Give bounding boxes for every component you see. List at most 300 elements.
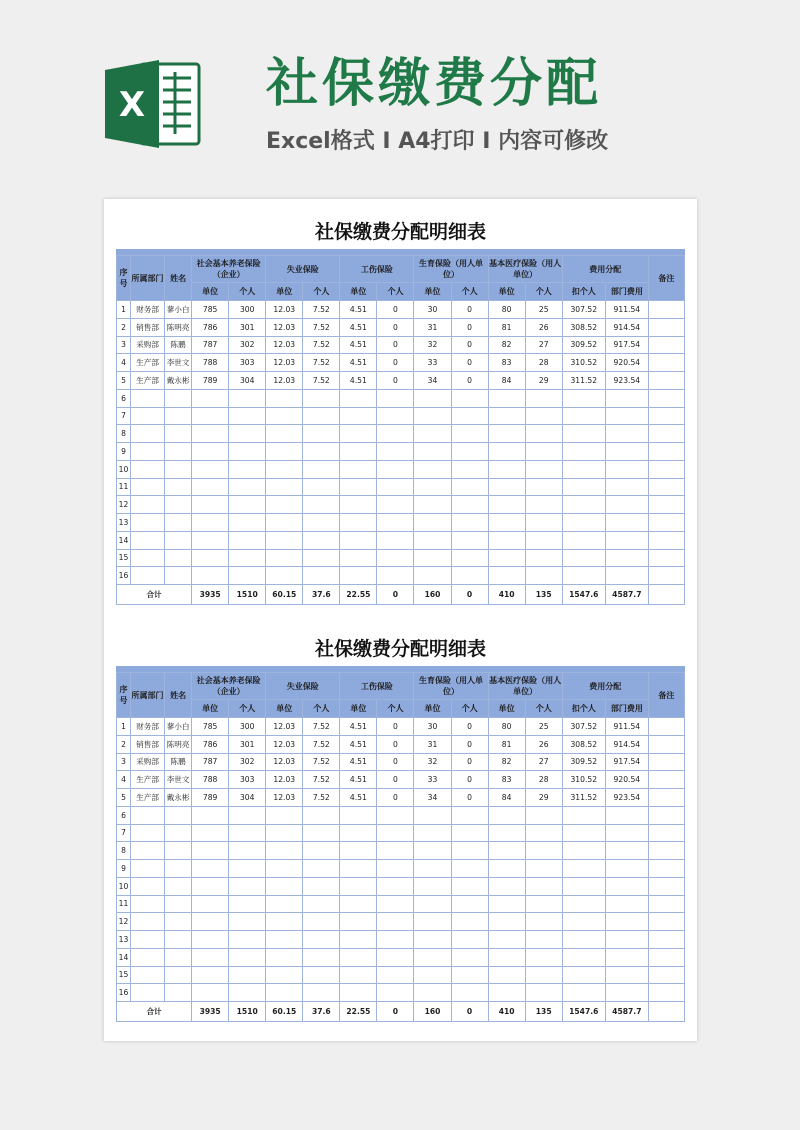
cell-m_p[interactable] — [451, 842, 488, 860]
cell-dept[interactable] — [131, 407, 165, 425]
cell-med_p[interactable] — [525, 460, 562, 478]
cell-u_p[interactable] — [303, 443, 340, 461]
cell-i_p[interactable] — [377, 931, 414, 949]
cell-med_u[interactable] — [488, 948, 525, 966]
cell-deduct[interactable]: 311.52 — [562, 789, 605, 807]
cell-m_p[interactable] — [451, 877, 488, 895]
cell-name[interactable]: 陈明亮 — [165, 318, 192, 336]
cell-p_u[interactable] — [192, 389, 229, 407]
cell-name[interactable] — [165, 966, 192, 984]
cell-name[interactable]: 戴永彬 — [165, 789, 192, 807]
cell-med_p[interactable] — [525, 478, 562, 496]
cell-name[interactable]: 蓼小白 — [165, 718, 192, 736]
cell-seq[interactable]: 5 — [117, 372, 131, 390]
cell-u_p[interactable] — [303, 984, 340, 1002]
cell-remark[interactable] — [648, 718, 684, 736]
cell-name[interactable] — [165, 842, 192, 860]
total-med_u[interactable]: 410 — [488, 585, 525, 605]
cell-remark[interactable] — [648, 389, 684, 407]
cell-p_p[interactable]: 300 — [229, 301, 266, 319]
cell-p_u[interactable]: 787 — [192, 336, 229, 354]
cell-dept[interactable] — [131, 460, 165, 478]
total-m_u[interactable]: 160 — [414, 1002, 451, 1022]
cell-i_p[interactable]: 0 — [377, 301, 414, 319]
cell-med_u[interactable]: 82 — [488, 336, 525, 354]
cell-u_u[interactable] — [266, 913, 303, 931]
cell-m_p[interactable] — [451, 549, 488, 567]
cell-remark[interactable] — [648, 531, 684, 549]
cell-dept[interactable] — [131, 443, 165, 461]
cell-u_u[interactable] — [266, 824, 303, 842]
cell-i_p[interactable] — [377, 948, 414, 966]
cell-p_u[interactable] — [192, 460, 229, 478]
cell-m_u[interactable] — [414, 913, 451, 931]
cell-deduct[interactable] — [562, 478, 605, 496]
cell-dept[interactable] — [131, 877, 165, 895]
cell-m_u[interactable] — [414, 531, 451, 549]
cell-u_p[interactable] — [303, 514, 340, 532]
cell-p_u[interactable]: 786 — [192, 318, 229, 336]
cell-seq[interactable]: 10 — [117, 460, 131, 478]
cell-name[interactable] — [165, 443, 192, 461]
cell-i_u[interactable] — [340, 567, 377, 585]
cell-cost[interactable]: 917.54 — [605, 336, 648, 354]
cell-p_p[interactable] — [229, 425, 266, 443]
cell-m_p[interactable] — [451, 806, 488, 824]
cell-p_p[interactable] — [229, 895, 266, 913]
cell-i_p[interactable] — [377, 443, 414, 461]
cell-u_p[interactable] — [303, 496, 340, 514]
cell-dept[interactable] — [131, 842, 165, 860]
cell-cost[interactable]: 917.54 — [605, 753, 648, 771]
cell-remark[interactable] — [648, 301, 684, 319]
cell-i_u[interactable] — [340, 860, 377, 878]
cell-p_u[interactable] — [192, 425, 229, 443]
cell-m_u[interactable]: 33 — [414, 771, 451, 789]
cell-m_u[interactable] — [414, 425, 451, 443]
cell-deduct[interactable]: 309.52 — [562, 753, 605, 771]
cell-i_u[interactable]: 4.51 — [340, 735, 377, 753]
cell-p_u[interactable]: 785 — [192, 301, 229, 319]
cell-med_p[interactable] — [525, 514, 562, 532]
cell-cost[interactable] — [605, 549, 648, 567]
total-u_p[interactable]: 37.6 — [303, 585, 340, 605]
cell-med_u[interactable] — [488, 860, 525, 878]
cell-med_p[interactable] — [525, 895, 562, 913]
cell-cost[interactable] — [605, 531, 648, 549]
cell-med_u[interactable]: 80 — [488, 301, 525, 319]
cell-cost[interactable] — [605, 842, 648, 860]
cell-p_p[interactable] — [229, 531, 266, 549]
cell-remark[interactable] — [648, 913, 684, 931]
cell-deduct[interactable] — [562, 407, 605, 425]
cell-u_u[interactable] — [266, 877, 303, 895]
cell-med_u[interactable] — [488, 478, 525, 496]
cell-i_u[interactable] — [340, 806, 377, 824]
cell-i_u[interactable] — [340, 948, 377, 966]
cell-m_u[interactable] — [414, 877, 451, 895]
cell-p_p[interactable] — [229, 824, 266, 842]
cell-cost[interactable] — [605, 895, 648, 913]
cell-p_p[interactable] — [229, 443, 266, 461]
cell-dept[interactable] — [131, 425, 165, 443]
cell-med_u[interactable] — [488, 806, 525, 824]
cell-i_u[interactable]: 4.51 — [340, 301, 377, 319]
cell-med_u[interactable] — [488, 443, 525, 461]
cell-i_u[interactable] — [340, 425, 377, 443]
total-p_u[interactable]: 3935 — [192, 585, 229, 605]
cell-seq[interactable]: 9 — [117, 860, 131, 878]
cell-name[interactable]: 李世文 — [165, 354, 192, 372]
cell-i_p[interactable] — [377, 842, 414, 860]
cell-remark[interactable] — [648, 877, 684, 895]
cell-med_p[interactable] — [525, 549, 562, 567]
cell-seq[interactable]: 14 — [117, 531, 131, 549]
cell-u_p[interactable] — [303, 842, 340, 860]
cell-u_p[interactable] — [303, 460, 340, 478]
cell-remark[interactable] — [648, 735, 684, 753]
cell-m_p[interactable] — [451, 496, 488, 514]
cell-med_p[interactable]: 25 — [525, 718, 562, 736]
cell-i_p[interactable] — [377, 895, 414, 913]
cell-name[interactable] — [165, 549, 192, 567]
cell-i_p[interactable] — [377, 407, 414, 425]
cell-dept[interactable] — [131, 531, 165, 549]
cell-u_p[interactable] — [303, 948, 340, 966]
cell-m_p[interactable] — [451, 460, 488, 478]
cell-i_u[interactable] — [340, 531, 377, 549]
cell-med_p[interactable] — [525, 842, 562, 860]
cell-cost[interactable]: 923.54 — [605, 372, 648, 390]
cell-med_p[interactable] — [525, 966, 562, 984]
cell-dept[interactable]: 采购部 — [131, 336, 165, 354]
cell-u_p[interactable] — [303, 913, 340, 931]
cell-m_u[interactable] — [414, 567, 451, 585]
cell-u_u[interactable]: 12.03 — [266, 789, 303, 807]
cell-m_u[interactable] — [414, 389, 451, 407]
cell-remark[interactable] — [648, 425, 684, 443]
cell-i_u[interactable] — [340, 496, 377, 514]
cell-dept[interactable] — [131, 478, 165, 496]
cell-p_p[interactable]: 304 — [229, 372, 266, 390]
cell-remark[interactable] — [648, 372, 684, 390]
cell-i_u[interactable] — [340, 931, 377, 949]
cell-u_p[interactable] — [303, 806, 340, 824]
cell-name[interactable] — [165, 895, 192, 913]
cell-seq[interactable]: 11 — [117, 478, 131, 496]
cell-remark[interactable] — [648, 948, 684, 966]
cell-p_u[interactable] — [192, 895, 229, 913]
cell-m_u[interactable] — [414, 407, 451, 425]
cell-cost[interactable] — [605, 948, 648, 966]
cell-cost[interactable]: 914.54 — [605, 735, 648, 753]
cell-med_p[interactable] — [525, 877, 562, 895]
cell-med_u[interactable] — [488, 389, 525, 407]
cell-m_p[interactable]: 0 — [451, 354, 488, 372]
cell-name[interactable]: 陈鹏 — [165, 336, 192, 354]
cell-i_u[interactable] — [340, 984, 377, 1002]
cell-u_u[interactable]: 12.03 — [266, 718, 303, 736]
cell-i_p[interactable] — [377, 984, 414, 1002]
cell-remark[interactable] — [648, 567, 684, 585]
cell-seq[interactable]: 12 — [117, 496, 131, 514]
cell-i_p[interactable]: 0 — [377, 735, 414, 753]
cell-p_u[interactable]: 789 — [192, 789, 229, 807]
cell-p_p[interactable] — [229, 842, 266, 860]
cell-u_p[interactable]: 7.52 — [303, 354, 340, 372]
cell-remark[interactable] — [648, 514, 684, 532]
cell-m_u[interactable]: 32 — [414, 753, 451, 771]
cell-m_u[interactable]: 31 — [414, 735, 451, 753]
cell-m_u[interactable]: 30 — [414, 301, 451, 319]
cell-deduct[interactable] — [562, 460, 605, 478]
cell-m_u[interactable] — [414, 966, 451, 984]
cell-seq[interactable]: 5 — [117, 789, 131, 807]
total-i_p[interactable]: 0 — [377, 585, 414, 605]
cell-cost[interactable] — [605, 931, 648, 949]
cell-med_u[interactable]: 84 — [488, 789, 525, 807]
cell-cost[interactable] — [605, 913, 648, 931]
cell-u_p[interactable]: 7.52 — [303, 718, 340, 736]
cell-deduct[interactable] — [562, 496, 605, 514]
cell-u_u[interactable] — [266, 567, 303, 585]
cell-u_p[interactable] — [303, 549, 340, 567]
cell-m_u[interactable] — [414, 860, 451, 878]
cell-med_u[interactable] — [488, 913, 525, 931]
cell-deduct[interactable] — [562, 966, 605, 984]
cell-deduct[interactable] — [562, 549, 605, 567]
cell-i_u[interactable]: 4.51 — [340, 753, 377, 771]
cell-seq[interactable]: 6 — [117, 389, 131, 407]
cell-dept[interactable] — [131, 860, 165, 878]
cell-cost[interactable]: 923.54 — [605, 789, 648, 807]
cell-cost[interactable] — [605, 860, 648, 878]
cell-i_u[interactable]: 4.51 — [340, 718, 377, 736]
cell-seq[interactable]: 8 — [117, 425, 131, 443]
cell-name[interactable]: 李世文 — [165, 771, 192, 789]
cell-i_u[interactable] — [340, 389, 377, 407]
cell-i_p[interactable] — [377, 478, 414, 496]
cell-name[interactable] — [165, 913, 192, 931]
cell-m_p[interactable] — [451, 531, 488, 549]
cell-deduct[interactable]: 307.52 — [562, 718, 605, 736]
cell-deduct[interactable] — [562, 948, 605, 966]
cell-u_p[interactable] — [303, 895, 340, 913]
cell-u_p[interactable] — [303, 877, 340, 895]
cell-med_p[interactable] — [525, 389, 562, 407]
cell-p_p[interactable]: 300 — [229, 718, 266, 736]
cell-deduct[interactable] — [562, 443, 605, 461]
cell-name[interactable] — [165, 567, 192, 585]
total-deduct[interactable]: 1547.6 — [562, 1002, 605, 1022]
cell-med_u[interactable]: 83 — [488, 771, 525, 789]
cell-name[interactable] — [165, 984, 192, 1002]
cell-u_u[interactable] — [266, 443, 303, 461]
cell-dept[interactable]: 生产部 — [131, 789, 165, 807]
cell-deduct[interactable] — [562, 806, 605, 824]
cell-seq[interactable]: 1 — [117, 301, 131, 319]
cell-med_p[interactable]: 26 — [525, 318, 562, 336]
cell-med_p[interactable] — [525, 824, 562, 842]
cell-remark[interactable] — [648, 407, 684, 425]
cell-m_p[interactable] — [451, 824, 488, 842]
cell-med_p[interactable]: 29 — [525, 789, 562, 807]
cell-m_u[interactable]: 34 — [414, 372, 451, 390]
cell-seq[interactable]: 4 — [117, 771, 131, 789]
cell-cost[interactable] — [605, 567, 648, 585]
cell-remark[interactable] — [648, 860, 684, 878]
cell-u_u[interactable]: 12.03 — [266, 735, 303, 753]
cell-m_p[interactable]: 0 — [451, 336, 488, 354]
cell-remark[interactable] — [648, 824, 684, 842]
cell-u_u[interactable] — [266, 966, 303, 984]
cell-p_u[interactable] — [192, 842, 229, 860]
cell-m_p[interactable] — [451, 931, 488, 949]
cell-dept[interactable]: 销售部 — [131, 318, 165, 336]
cell-p_u[interactable] — [192, 478, 229, 496]
cell-med_p[interactable]: 25 — [525, 301, 562, 319]
cell-m_p[interactable]: 0 — [451, 789, 488, 807]
total-remark[interactable] — [648, 585, 684, 605]
cell-remark[interactable] — [648, 549, 684, 567]
cell-cost[interactable]: 920.54 — [605, 354, 648, 372]
cell-i_p[interactable]: 0 — [377, 354, 414, 372]
cell-med_p[interactable]: 28 — [525, 354, 562, 372]
cell-u_p[interactable]: 7.52 — [303, 789, 340, 807]
total-m_p[interactable]: 0 — [451, 1002, 488, 1022]
cell-i_p[interactable] — [377, 877, 414, 895]
cell-i_u[interactable]: 4.51 — [340, 789, 377, 807]
total-med_u[interactable]: 410 — [488, 1002, 525, 1022]
cell-u_u[interactable] — [266, 478, 303, 496]
cell-m_p[interactable]: 0 — [451, 771, 488, 789]
cell-dept[interactable]: 采购部 — [131, 753, 165, 771]
cell-u_p[interactable] — [303, 931, 340, 949]
cell-i_p[interactable] — [377, 460, 414, 478]
cell-i_u[interactable] — [340, 824, 377, 842]
cell-p_u[interactable] — [192, 496, 229, 514]
cell-med_u[interactable] — [488, 966, 525, 984]
cell-cost[interactable]: 914.54 — [605, 318, 648, 336]
cell-cost[interactable] — [605, 478, 648, 496]
total-p_p[interactable]: 1510 — [229, 585, 266, 605]
cell-i_p[interactable]: 0 — [377, 771, 414, 789]
cell-u_p[interactable] — [303, 425, 340, 443]
cell-u_u[interactable] — [266, 931, 303, 949]
cell-p_u[interactable] — [192, 931, 229, 949]
cell-name[interactable] — [165, 389, 192, 407]
cell-m_u[interactable]: 32 — [414, 336, 451, 354]
cell-remark[interactable] — [648, 895, 684, 913]
cell-med_p[interactable] — [525, 531, 562, 549]
cell-name[interactable]: 蓼小白 — [165, 301, 192, 319]
cell-med_p[interactable] — [525, 567, 562, 585]
cell-cost[interactable] — [605, 984, 648, 1002]
cell-m_u[interactable] — [414, 496, 451, 514]
cell-seq[interactable]: 10 — [117, 877, 131, 895]
cell-name[interactable]: 陈鹏 — [165, 753, 192, 771]
cell-m_u[interactable] — [414, 478, 451, 496]
total-cost[interactable]: 4587.7 — [605, 1002, 648, 1022]
cell-u_u[interactable] — [266, 407, 303, 425]
cell-u_u[interactable]: 12.03 — [266, 753, 303, 771]
cell-med_p[interactable]: 27 — [525, 336, 562, 354]
cell-name[interactable] — [165, 877, 192, 895]
cell-seq[interactable]: 12 — [117, 913, 131, 931]
cell-u_u[interactable]: 12.03 — [266, 372, 303, 390]
cell-p_p[interactable] — [229, 407, 266, 425]
cell-p_p[interactable]: 304 — [229, 789, 266, 807]
cell-seq[interactable]: 15 — [117, 966, 131, 984]
cell-p_u[interactable]: 786 — [192, 735, 229, 753]
cell-med_u[interactable] — [488, 895, 525, 913]
cell-p_p[interactable]: 302 — [229, 336, 266, 354]
cell-i_u[interactable]: 4.51 — [340, 336, 377, 354]
cell-m_u[interactable] — [414, 842, 451, 860]
cell-cost[interactable] — [605, 389, 648, 407]
cell-med_p[interactable] — [525, 496, 562, 514]
cell-name[interactable] — [165, 824, 192, 842]
cell-i_u[interactable] — [340, 514, 377, 532]
cell-seq[interactable]: 14 — [117, 948, 131, 966]
cell-dept[interactable] — [131, 913, 165, 931]
cell-med_p[interactable]: 29 — [525, 372, 562, 390]
cell-u_u[interactable] — [266, 860, 303, 878]
cell-name[interactable] — [165, 407, 192, 425]
cell-p_p[interactable]: 302 — [229, 753, 266, 771]
cell-deduct[interactable]: 311.52 — [562, 372, 605, 390]
cell-med_p[interactable] — [525, 860, 562, 878]
cell-m_p[interactable] — [451, 966, 488, 984]
cell-med_p[interactable] — [525, 931, 562, 949]
cell-cost[interactable] — [605, 460, 648, 478]
cell-m_u[interactable] — [414, 806, 451, 824]
cell-m_u[interactable] — [414, 460, 451, 478]
total-m_p[interactable]: 0 — [451, 585, 488, 605]
cell-i_u[interactable]: 4.51 — [340, 372, 377, 390]
cell-u_u[interactable] — [266, 425, 303, 443]
cell-med_p[interactable] — [525, 407, 562, 425]
cell-p_u[interactable] — [192, 549, 229, 567]
cell-med_u[interactable]: 84 — [488, 372, 525, 390]
total-cost[interactable]: 4587.7 — [605, 585, 648, 605]
cell-name[interactable]: 陈明亮 — [165, 735, 192, 753]
cell-u_u[interactable]: 12.03 — [266, 336, 303, 354]
cell-m_p[interactable]: 0 — [451, 718, 488, 736]
cell-m_u[interactable] — [414, 895, 451, 913]
cell-remark[interactable] — [648, 789, 684, 807]
cell-p_u[interactable] — [192, 948, 229, 966]
cell-seq[interactable]: 1 — [117, 718, 131, 736]
cell-dept[interactable]: 财务部 — [131, 718, 165, 736]
cell-med_u[interactable]: 82 — [488, 753, 525, 771]
cell-med_p[interactable] — [525, 948, 562, 966]
cell-name[interactable] — [165, 948, 192, 966]
cell-u_p[interactable]: 7.52 — [303, 336, 340, 354]
cell-deduct[interactable] — [562, 913, 605, 931]
cell-med_u[interactable] — [488, 931, 525, 949]
cell-u_u[interactable]: 12.03 — [266, 318, 303, 336]
total-u_p[interactable]: 37.6 — [303, 1002, 340, 1022]
cell-med_u[interactable] — [488, 496, 525, 514]
cell-p_u[interactable] — [192, 860, 229, 878]
cell-cost[interactable] — [605, 407, 648, 425]
cell-med_u[interactable] — [488, 842, 525, 860]
cell-i_u[interactable]: 4.51 — [340, 771, 377, 789]
cell-med_u[interactable] — [488, 549, 525, 567]
cell-dept[interactable] — [131, 895, 165, 913]
cell-m_p[interactable] — [451, 425, 488, 443]
